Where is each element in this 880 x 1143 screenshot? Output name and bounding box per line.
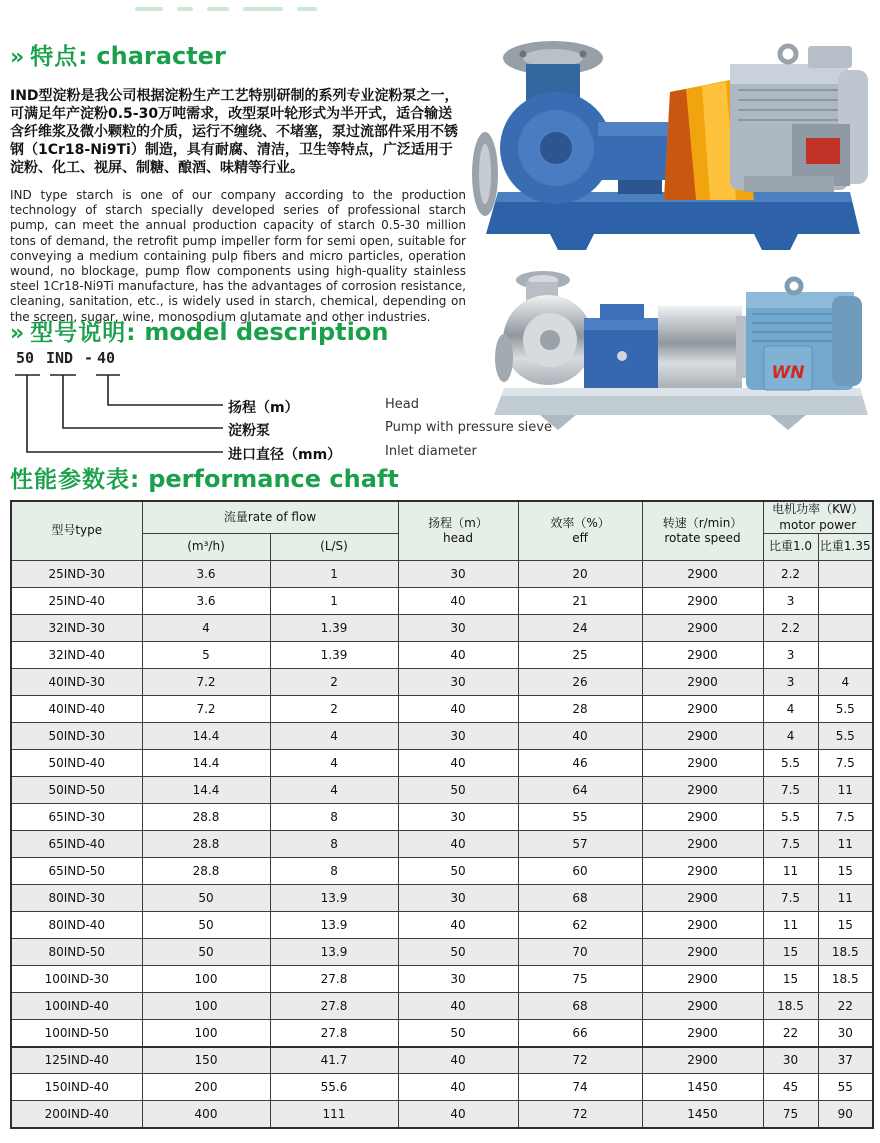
value-cell: 100 [142, 966, 270, 993]
value-cell: 15 [763, 939, 818, 966]
section-title-model [10, 314, 388, 347]
table-row [11, 615, 873, 642]
section-title-performance [10, 461, 399, 494]
section-title-en: performance chaft [148, 465, 399, 493]
model-type-cell: 25IND-30 [11, 561, 142, 588]
value-cell: 75 [518, 966, 642, 993]
value-cell: 15 [763, 966, 818, 993]
table-row [11, 642, 873, 669]
value-cell: 2900 [642, 939, 763, 966]
value-cell: 72 [518, 1047, 642, 1074]
character-paragraph-zh: IND型淀粉是我公司根据淀粉生产工艺特别研制的系列专业淀粉泵之一，可满足年产淀粉0.5-30万吨需求，改型泵叶轮形式为半开式，适合输送含纤维浆及微小颗粒的介质，运行不缠绕、不堵塞，泵过流部件采用不锈钢（1Cr18-Ni9Ti）制造，具有耐腐、清洁，卫生等特点，广泛适用于淀粉、化工、视屏、制糖、酿酒、味精等行业。 [10, 88, 459, 176]
value-cell: 7.2 [142, 669, 270, 696]
value-cell: 3.6 [142, 561, 270, 588]
table-row [11, 723, 873, 750]
col-header-flow-group: 流量rate of flow [142, 501, 398, 534]
value-cell: 2900 [642, 777, 763, 804]
value-cell: 60 [518, 858, 642, 885]
value-cell: 11 [818, 777, 873, 804]
model-code-dash: - [84, 349, 94, 367]
value-cell [818, 561, 873, 588]
value-cell: 4 [270, 750, 398, 777]
value-cell: 8 [270, 831, 398, 858]
col-header-power-group: 电机功率（KW） motor power [763, 501, 873, 534]
value-cell: 28 [518, 696, 642, 723]
value-cell: 55 [518, 804, 642, 831]
value-cell: 2.2 [763, 615, 818, 642]
table-row [11, 912, 873, 939]
model-code-diagram [0, 345, 660, 467]
value-cell: 50 [398, 939, 518, 966]
value-cell: 13.9 [270, 912, 398, 939]
value-cell: 4 [142, 615, 270, 642]
value-cell: 3 [763, 642, 818, 669]
performance-table-body [11, 561, 873, 1128]
table-row [11, 831, 873, 858]
model-type-cell: 200IND-40 [11, 1101, 142, 1128]
value-cell: 40 [398, 1047, 518, 1074]
value-cell: 2900 [642, 642, 763, 669]
model-code-head: 40 [97, 349, 116, 367]
value-cell: 2900 [642, 750, 763, 777]
model-type-cell: 40IND-40 [11, 696, 142, 723]
value-cell: 22 [818, 993, 873, 1020]
value-cell: 30 [398, 966, 518, 993]
chevron-icon: » [10, 45, 25, 70]
pump-photo-blue [458, 6, 878, 262]
value-cell: 55.6 [270, 1074, 398, 1101]
model-type-cell: 50IND-50 [11, 777, 142, 804]
value-cell: 40 [398, 1101, 518, 1128]
value-cell: 15 [818, 912, 873, 939]
value-cell: 11 [818, 831, 873, 858]
value-cell: 5.5 [818, 696, 873, 723]
table-row [11, 750, 873, 777]
value-cell: 13.9 [270, 939, 398, 966]
value-cell: 2 [270, 669, 398, 696]
value-cell: 57 [518, 831, 642, 858]
value-cell: 2900 [642, 696, 763, 723]
motor [746, 279, 862, 390]
model-type-cell: 65IND-50 [11, 858, 142, 885]
value-cell: 27.8 [270, 1020, 398, 1047]
value-cell: 40 [398, 588, 518, 615]
col-header-type: 型号type [11, 501, 142, 561]
model-type-cell: 32IND-40 [11, 642, 142, 669]
col-header-head: 扬程（m） head [398, 501, 518, 561]
model-type-cell: 50IND-40 [11, 750, 142, 777]
diagram-label-pump-zh: 淀粉泵 [228, 423, 270, 439]
value-cell: 14.4 [142, 777, 270, 804]
cropped-text-artifact [135, 7, 370, 13]
value-cell: 18.5 [818, 966, 873, 993]
value-cell: 2900 [642, 669, 763, 696]
performance-table [10, 500, 874, 1129]
table-row [11, 858, 873, 885]
value-cell: 50 [398, 1020, 518, 1047]
table-row [11, 1101, 873, 1128]
value-cell: 2900 [642, 831, 763, 858]
value-cell: 62 [518, 912, 642, 939]
diagram-label-inlet-en: Inlet diameter [385, 444, 477, 459]
value-cell: 30 [763, 1047, 818, 1074]
model-type-cell: 100IND-40 [11, 993, 142, 1020]
value-cell: 30 [398, 885, 518, 912]
table-row [11, 1020, 873, 1047]
model-type-cell: 80IND-50 [11, 939, 142, 966]
value-cell: 30 [398, 615, 518, 642]
value-cell: 2900 [642, 885, 763, 912]
value-cell: 46 [518, 750, 642, 777]
value-cell: 4 [763, 696, 818, 723]
value-cell: 40 [398, 642, 518, 669]
model-type-cell: 150IND-40 [11, 1074, 142, 1101]
col-header-eff: 效率（%） eff [518, 501, 642, 561]
value-cell: 2900 [642, 912, 763, 939]
value-cell: 7.5 [818, 750, 873, 777]
col-header-sg135: 比重1.35 [818, 534, 873, 561]
value-cell: 5.5 [818, 723, 873, 750]
value-cell: 200 [142, 1074, 270, 1101]
value-cell: 7.5 [763, 831, 818, 858]
value-cell: 1 [270, 561, 398, 588]
value-cell: 5 [142, 642, 270, 669]
model-type-cell: 50IND-30 [11, 723, 142, 750]
value-cell: 15 [818, 858, 873, 885]
value-cell: 1450 [642, 1074, 763, 1101]
table-row [11, 1047, 873, 1074]
value-cell: 27.8 [270, 993, 398, 1020]
value-cell: 90 [818, 1101, 873, 1128]
value-cell: 7.5 [763, 885, 818, 912]
table-row [11, 885, 873, 912]
model-type-cell: 125IND-40 [11, 1047, 142, 1074]
value-cell: 21 [518, 588, 642, 615]
value-cell: 40 [398, 696, 518, 723]
value-cell [818, 642, 873, 669]
value-cell: 66 [518, 1020, 642, 1047]
value-cell: 8 [270, 804, 398, 831]
table-row [11, 939, 873, 966]
value-cell: 4 [270, 723, 398, 750]
value-cell: 40 [518, 723, 642, 750]
section-title-zh: 性能参数表: [10, 467, 141, 493]
value-cell: 50 [142, 885, 270, 912]
value-cell: 45 [763, 1074, 818, 1101]
value-cell: 2900 [642, 966, 763, 993]
table-row [11, 804, 873, 831]
section-title-character [10, 38, 226, 71]
value-cell: 55 [818, 1074, 873, 1101]
table-row [11, 966, 873, 993]
value-cell: 41.7 [270, 1047, 398, 1074]
value-cell: 2 [270, 696, 398, 723]
value-cell: 28.8 [142, 858, 270, 885]
value-cell: 100 [142, 1020, 270, 1047]
motor [730, 46, 868, 192]
value-cell: 2900 [642, 804, 763, 831]
value-cell: 3.6 [142, 588, 270, 615]
value-cell: 68 [518, 993, 642, 1020]
value-cell: 1 [270, 588, 398, 615]
section-title-zh: 型号说明: [30, 320, 137, 346]
value-cell: 5.5 [763, 750, 818, 777]
value-cell: 64 [518, 777, 642, 804]
character-paragraph-en: IND type starch is one of our company according to the production technology of starch specially developed series of professional starch pump, can meet the annual production capacity of starch 0.5-30 million tons of demand, the retrofit pump impeller form for semi open, suitable for conveying a medium containing pulp fibers and micro particles, operation wound, no blockage, pump flow components using high-quality stainless steel 1Cr18-Ni9Ti manufacture, has the advantages of corrosion resistance, cleaning, sanitation, etc., is widely used in starch, chemical, depending on the screen, sugar, wine, monosodium glutamate and other industries. [10, 188, 466, 324]
value-cell: 30 [398, 723, 518, 750]
diagram-label-inlet-zh: 进口直径（mm） [228, 447, 342, 463]
value-cell: 14.4 [142, 723, 270, 750]
value-cell: 2900 [642, 858, 763, 885]
diagram-label-head-zh: 扬程（m） [228, 400, 299, 416]
value-cell: 30 [398, 804, 518, 831]
model-type-cell: 25IND-40 [11, 588, 142, 615]
value-cell: 70 [518, 939, 642, 966]
value-cell: 50 [142, 939, 270, 966]
model-type-cell: 100IND-50 [11, 1020, 142, 1047]
section-title-en: model description [144, 318, 389, 346]
value-cell: 40 [398, 912, 518, 939]
value-cell: 74 [518, 1074, 642, 1101]
chevron-icon: » [10, 321, 25, 346]
model-type-cell: 65IND-40 [11, 831, 142, 858]
col-header-flow-ls: (L/S) [270, 534, 398, 561]
value-cell: 68 [518, 885, 642, 912]
model-code-series: IND [46, 349, 74, 367]
model-code-inlet: 50 [16, 349, 35, 367]
value-cell: 28.8 [142, 831, 270, 858]
section-title-zh: 特点: [30, 44, 89, 70]
value-cell: 30 [398, 669, 518, 696]
value-cell: 2900 [642, 1020, 763, 1047]
value-cell: 150 [142, 1047, 270, 1074]
value-cell: 3 [763, 669, 818, 696]
value-cell: 2900 [642, 615, 763, 642]
pump-photo-blue-svg [458, 6, 878, 258]
value-cell: 25 [518, 642, 642, 669]
table-row [11, 561, 873, 588]
value-cell: 400 [142, 1101, 270, 1128]
diagram-label-head-en: Head [385, 397, 419, 412]
value-cell: 100 [142, 993, 270, 1020]
model-type-cell: 80IND-40 [11, 912, 142, 939]
value-cell: 22 [763, 1020, 818, 1047]
model-type-cell: 40IND-30 [11, 669, 142, 696]
value-cell: 50 [398, 777, 518, 804]
model-type-cell: 32IND-30 [11, 615, 142, 642]
value-cell: 40 [398, 1074, 518, 1101]
value-cell [818, 588, 873, 615]
value-cell: 11 [763, 912, 818, 939]
value-cell: 2900 [642, 723, 763, 750]
value-cell: 2900 [642, 561, 763, 588]
value-cell: 18.5 [763, 993, 818, 1020]
table-row [11, 588, 873, 615]
value-cell [818, 615, 873, 642]
value-cell: 40 [398, 831, 518, 858]
value-cell: 11 [763, 858, 818, 885]
value-cell: 18.5 [818, 939, 873, 966]
value-cell: 24 [518, 615, 642, 642]
pump-volute [472, 41, 678, 216]
col-header-speed: 转速（r/min） rotate speed [642, 501, 763, 561]
value-cell: 7.5 [763, 777, 818, 804]
motor-brand-label: WN [771, 363, 805, 383]
value-cell: 50 [142, 912, 270, 939]
section-title-en: character [96, 42, 226, 70]
value-cell: 1.39 [270, 615, 398, 642]
value-cell: 1450 [642, 1101, 763, 1128]
table-row [11, 669, 873, 696]
value-cell: 4 [763, 723, 818, 750]
coupling-guard-steel [658, 306, 750, 388]
value-cell: 1.39 [270, 642, 398, 669]
value-cell: 2900 [642, 588, 763, 615]
value-cell: 11 [818, 885, 873, 912]
table-row [11, 1074, 873, 1101]
value-cell: 20 [518, 561, 642, 588]
value-cell: 13.9 [270, 885, 398, 912]
model-type-cell: 100IND-30 [11, 966, 142, 993]
value-cell: 40 [398, 750, 518, 777]
value-cell: 7.5 [818, 804, 873, 831]
value-cell: 37 [818, 1047, 873, 1074]
model-type-cell: 65IND-30 [11, 804, 142, 831]
value-cell: 8 [270, 858, 398, 885]
value-cell: 4 [818, 669, 873, 696]
table-row [11, 993, 873, 1020]
table-row [11, 777, 873, 804]
value-cell: 111 [270, 1101, 398, 1128]
value-cell: 2900 [642, 1047, 763, 1074]
value-cell: 5.5 [763, 804, 818, 831]
diagram-label-pump-en: Pump with pressure sieve [385, 420, 552, 435]
col-header-sg10: 比重1.0 [763, 534, 818, 561]
value-cell: 30 [818, 1020, 873, 1047]
value-cell: 14.4 [142, 750, 270, 777]
value-cell: 2900 [642, 993, 763, 1020]
value-cell: 27.8 [270, 966, 398, 993]
value-cell: 50 [398, 858, 518, 885]
value-cell: 72 [518, 1101, 642, 1128]
value-cell: 30 [398, 561, 518, 588]
value-cell: 26 [518, 669, 642, 696]
value-cell: 4 [270, 777, 398, 804]
model-type-cell: 80IND-30 [11, 885, 142, 912]
value-cell: 75 [763, 1101, 818, 1128]
table-row [11, 696, 873, 723]
value-cell: 28.8 [142, 804, 270, 831]
value-cell: 2.2 [763, 561, 818, 588]
value-cell: 40 [398, 993, 518, 1020]
value-cell: 3 [763, 588, 818, 615]
value-cell: 7.2 [142, 696, 270, 723]
col-header-flow-m3h: (m³/h) [142, 534, 270, 561]
